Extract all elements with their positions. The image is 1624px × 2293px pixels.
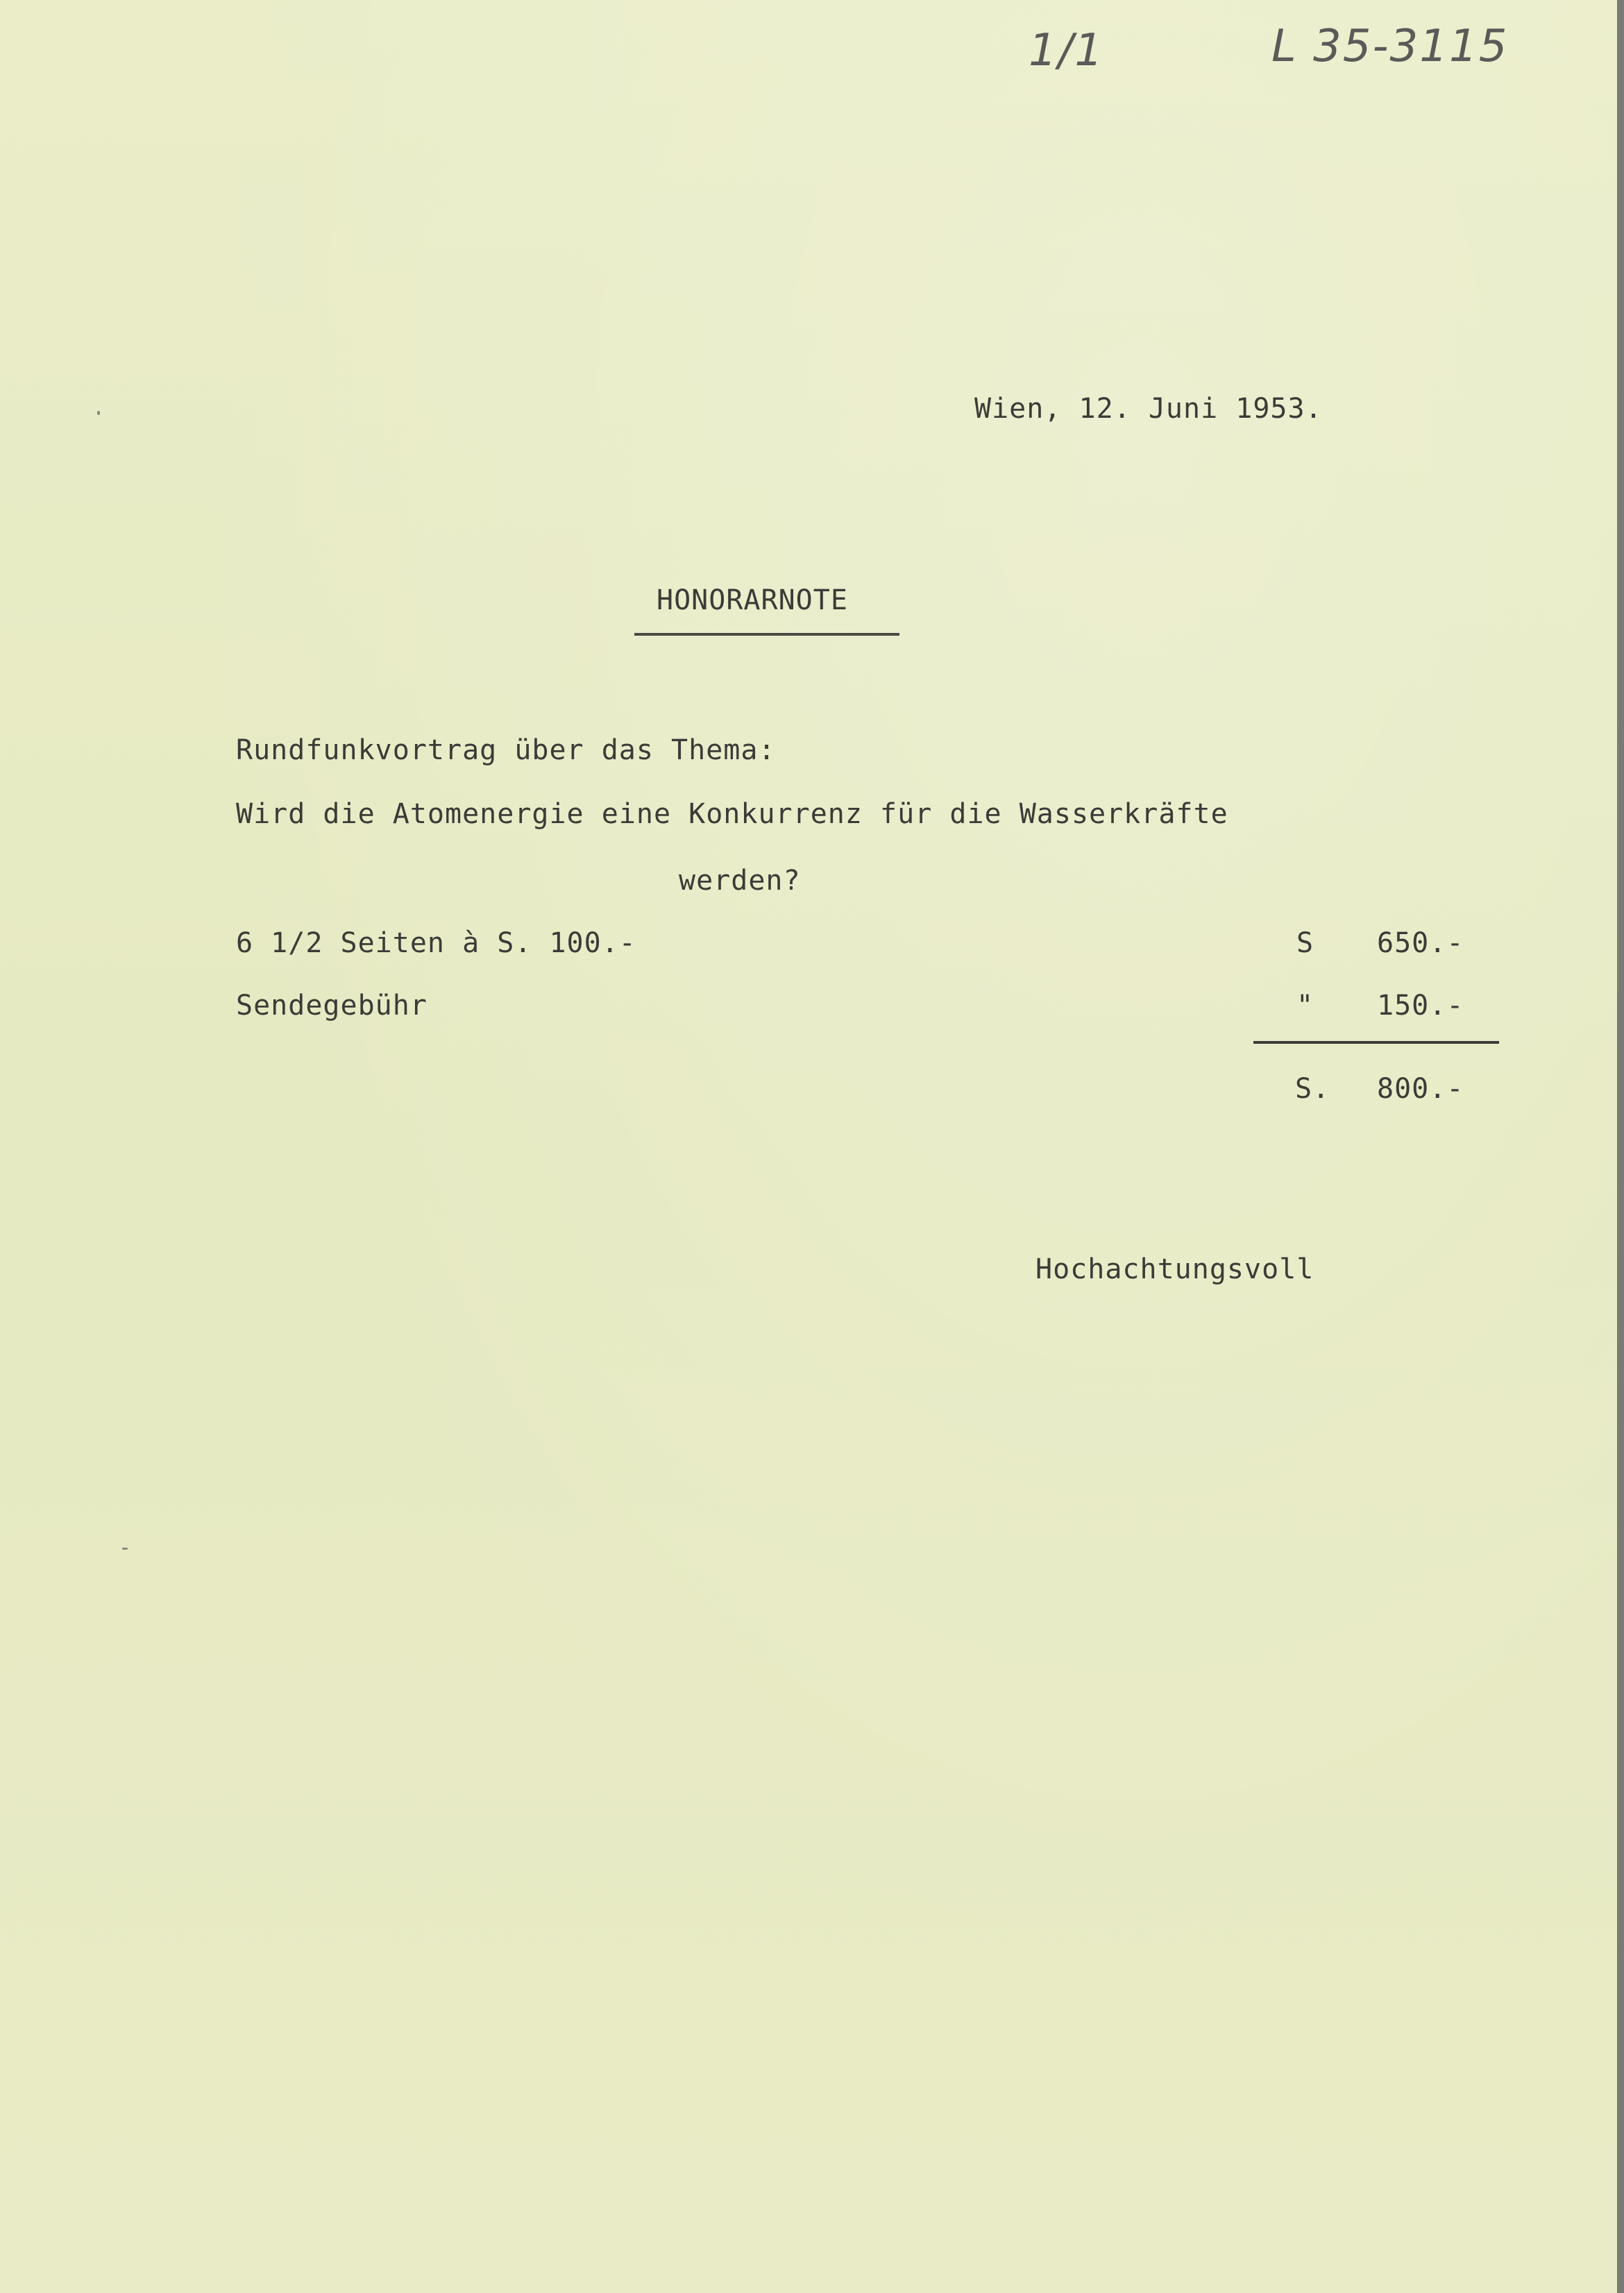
total-currency: S. <box>1295 1073 1330 1105</box>
subject-line-2: werden? <box>679 865 801 897</box>
item-amount: 150.- <box>1377 990 1464 1022</box>
paper-speck <box>122 1548 128 1550</box>
subject-line-1: Wird die Atomenergie eine Konkurrenz für die Wasserkräfte <box>236 798 1228 830</box>
item-currency: S <box>1296 927 1314 959</box>
subject-intro: Rundfunkvortrag über das Thema: <box>236 734 776 766</box>
page-mark-annotation: 1/1 <box>1029 25 1104 76</box>
item-label: Sendegebühr <box>236 990 428 1022</box>
scan-edge <box>1617 0 1624 2293</box>
archive-signature-annotation: L 35-3115 <box>1271 21 1509 72</box>
paper-speck <box>97 411 100 415</box>
closing-salutation: Hochachtungsvoll <box>1035 1253 1314 1285</box>
document-title: HONORARNOTE <box>657 584 848 616</box>
item-currency: " <box>1296 990 1314 1022</box>
item-amount: 650.- <box>1377 927 1464 959</box>
sum-rule <box>1253 1041 1499 1044</box>
letter-date: Wien, 12. Juni 1953. <box>974 393 1323 425</box>
total-amount: 800.- <box>1377 1073 1464 1105</box>
title-underline <box>634 633 899 636</box>
item-label: 6 1/2 Seiten à S. 100.- <box>236 927 636 959</box>
